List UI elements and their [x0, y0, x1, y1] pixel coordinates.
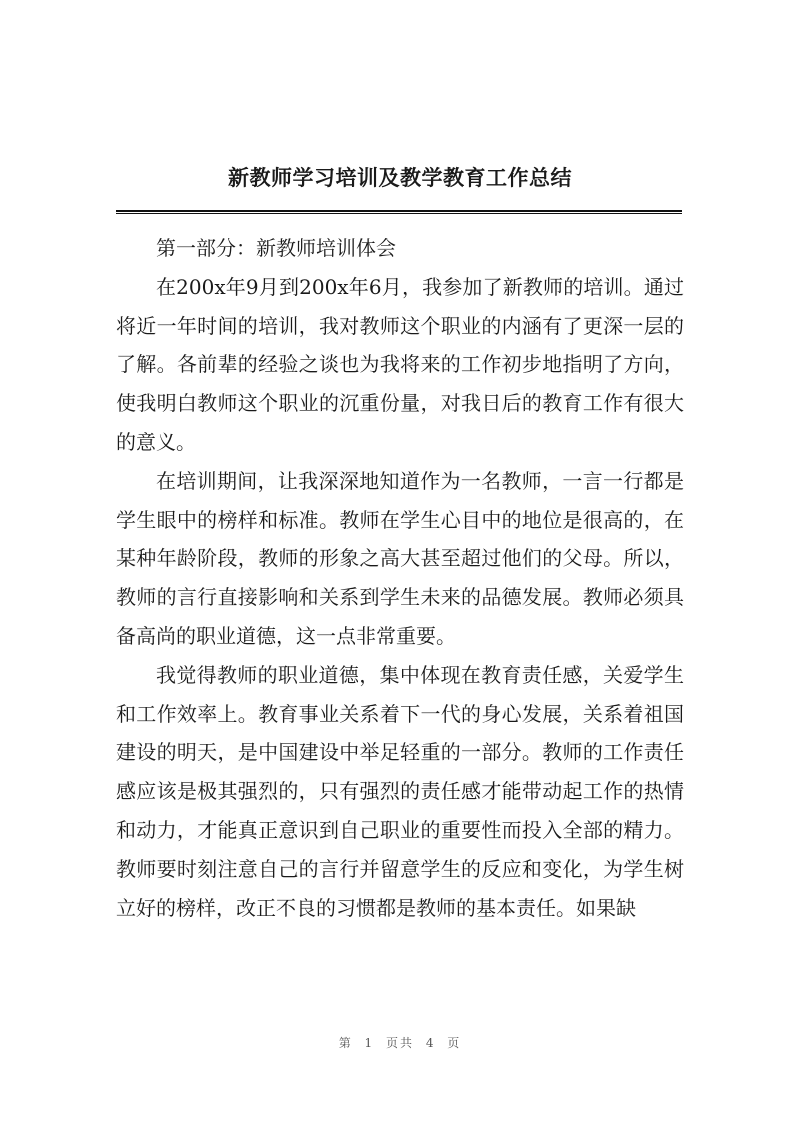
- page-footer: 第 1 页共 4 页: [338, 1036, 462, 1050]
- paragraph: 在培训期间，让我深深地知道作为一名教师，一言一行都是学生眼中的榜样和标准。教师在学生心目中的地位是很高的，在某种年龄阶段，教师的形象之高大甚至超过他们的父母。所以，教师的言行直接影响和关系到学生未来的品德发展。教师必须具备高尚的职业道德，这一点非常重要。: [116, 468, 684, 648]
- document-title: 新教师学习培训及教学教育工作总结: [228, 165, 572, 190]
- section-heading: 第一部分：新教师培训体会: [156, 236, 396, 260]
- paragraph: 在200x年9月到200x年6月，我参加了新教师的培训。通过将近一年时间的培训，我对教师这个职业的内涵有了更深一层的了解。各前辈的经验之谈也为我将来的工作初步地指明了方向，使我明白教师这个职业的沉重份量，对我日后的教育工作有很大的意义。: [116, 274, 684, 454]
- document-body: [116, 229, 684, 927]
- paragraph: 我觉得教师的职业道德，集中体现在教育责任感，关爱学生和工作效率上。教育事业关系着下一代的身心发展，关系着祖国建设的明天，是中国建设中举足轻重的一部分。教师的工作责任感应该是极其强烈的，只有强烈的责任感才能带动起工作的热情和动力，才能真正意识到自己职业的重要性而投入全部的精力。教师要时刻注意自己的言行并留意学生的反应和变化，为学生树立好的榜样，改正不良的习惯都是教师的基本责任。如果缺: [116, 662, 684, 920]
- title-divider: [116, 210, 682, 214]
